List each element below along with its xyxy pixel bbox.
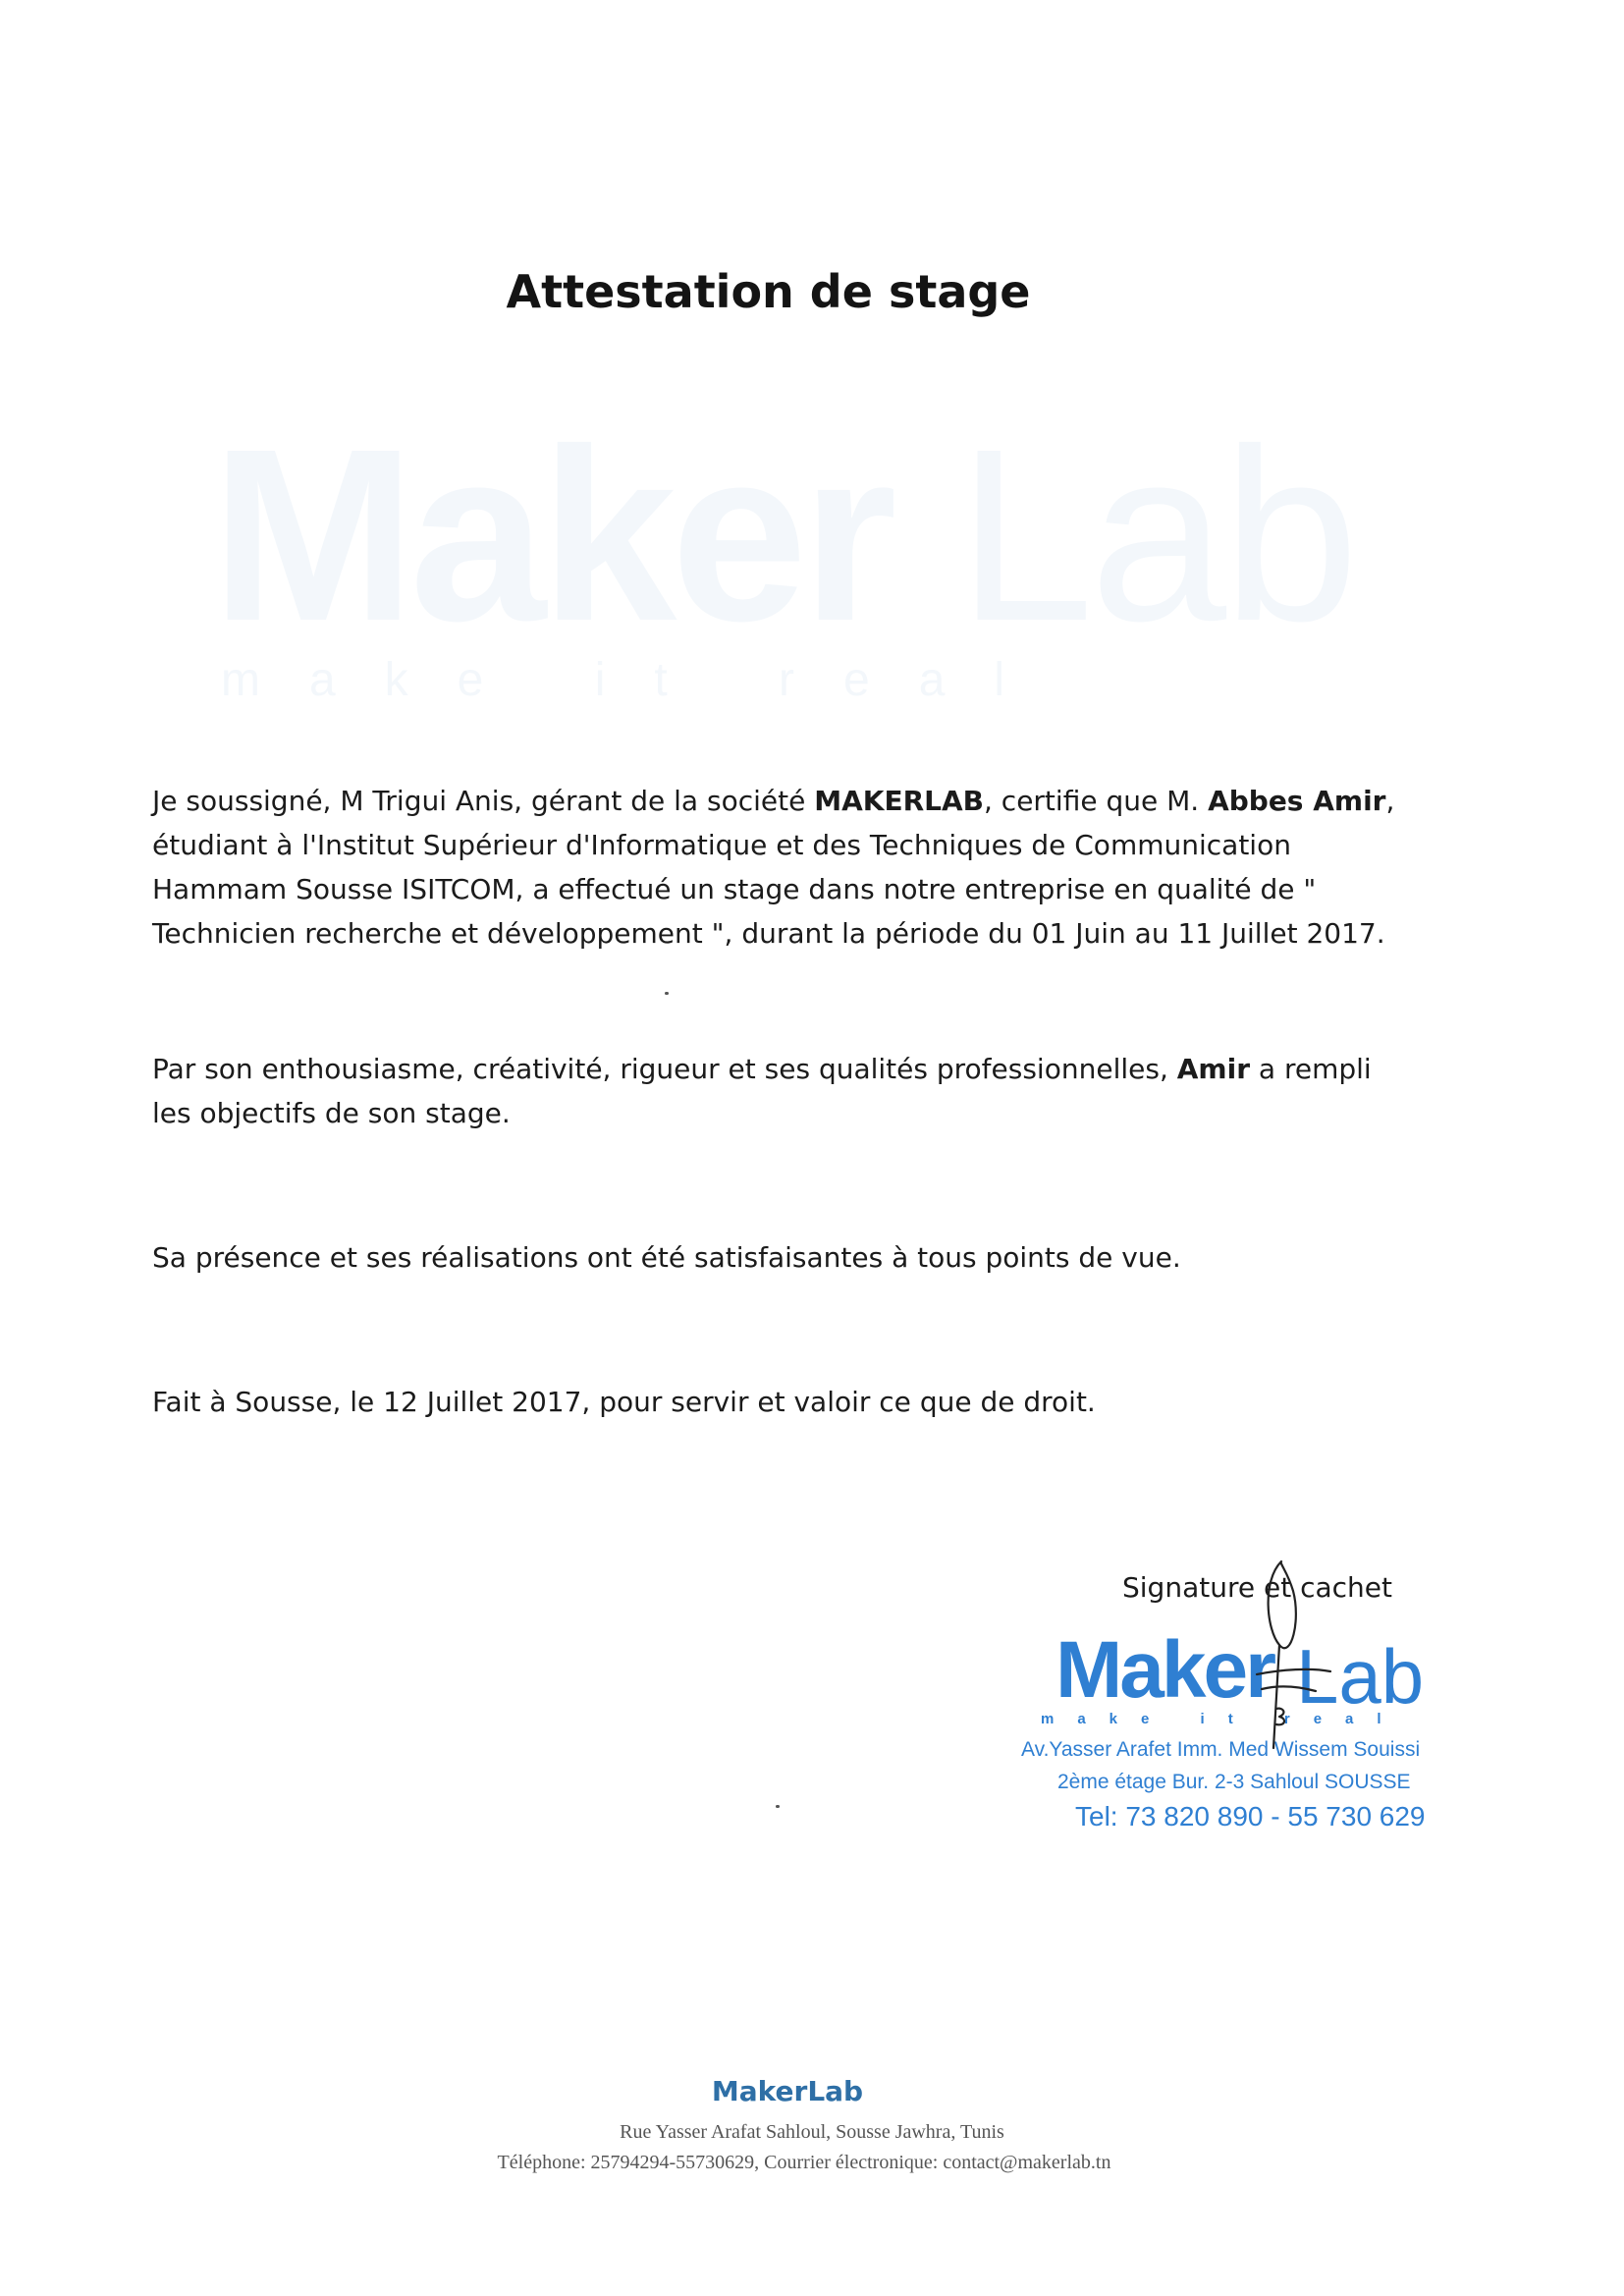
footer-brand: MakerLab	[711, 2075, 864, 2107]
footer-address: Rue Yasser Arafat Sahloul, Sousse Jawhra, Tunis	[620, 2121, 1004, 2143]
watermark-lab-text: Lab	[957, 398, 1356, 672]
paragraph-satisfaction: Sa présence et ses réalisations ont été satisfaisantes à tous points de vue.	[152, 1241, 1181, 1274]
handwritten-signature	[1222, 1552, 1340, 1768]
makerlab-watermark	[211, 398, 1356, 707]
paragraph-qualities	[152, 1047, 1419, 1135]
intern-name: Abbes Amir	[1208, 785, 1386, 817]
signature-label: Signature et cachet	[1122, 1571, 1392, 1604]
paragraph-closing: Fait à Sousse, le 12 Juillet 2017, pour servir et valoir ce que de droit.	[152, 1386, 1096, 1418]
document-title: Attestation de stage	[506, 265, 1031, 318]
footer-contact: Téléphone: 25794294-55730629, Courrier électronique: contact@makerlab.tn	[497, 2152, 1111, 2173]
stamp-lab-text: Lab	[1296, 1633, 1425, 1720]
stamp-address-line1: Av.Yasser Arafet Imm. Med Wissem Souissi	[1021, 1738, 1421, 1761]
watermark-tagline: make it real	[221, 654, 1055, 706]
stamp-address-line2: 2ème étage Bur. 2-3 Sahloul SOUSSE	[1057, 1771, 1411, 1793]
p1-text-3: , étudiant à l'Institut Supérieur d'Informatique et des Techniques de Communication Hammam Sousse ISITCOM, a effectué un stage dans notre entreprise en qualité de " Technicien recherche et développement ", durant la période du 01 Juin au 11 Juillet 2017.	[152, 785, 1395, 950]
intern-first-name: Amir	[1176, 1053, 1251, 1085]
scan-speck	[776, 1805, 780, 1808]
paragraph-certification	[152, 779, 1419, 956]
p2-text-1: Par son enthousiasme, créativité, rigueur et ses qualités professionnelles,	[152, 1053, 1177, 1085]
company-name: MAKERLAB	[814, 785, 984, 817]
p2-text-2: a rempli les objectifs de son stage.	[152, 1053, 1372, 1129]
p1-text-1: Je soussigné, M Trigui Anis, gérant de la société	[152, 785, 815, 817]
scan-speck	[665, 992, 669, 995]
stamp-tagline: make it real	[1041, 1711, 1405, 1727]
stamp-maker-text: Maker	[1056, 1625, 1274, 1715]
p1-text-2: , certifie que M.	[984, 785, 1209, 817]
watermark-maker-text: Maker	[211, 398, 892, 672]
stamp-phone: Tel: 73 820 890 - 55 730 629	[1075, 1801, 1426, 1831]
